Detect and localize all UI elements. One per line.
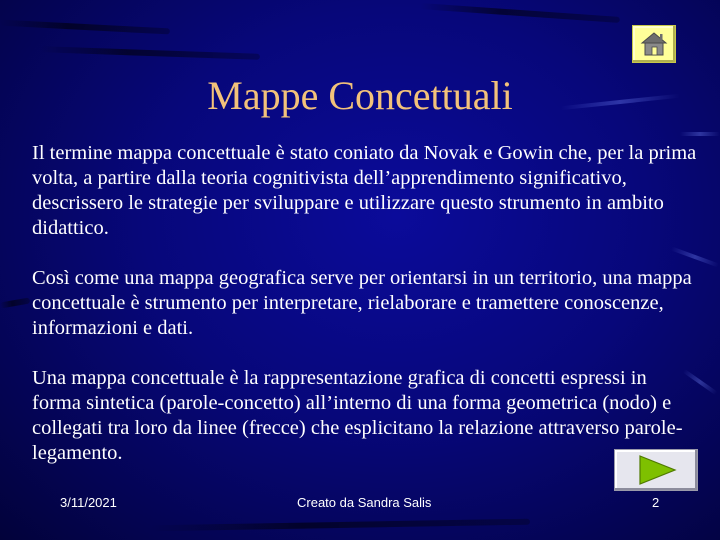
next-slide-button[interactable] xyxy=(614,449,698,491)
background-streak xyxy=(0,297,30,308)
footer-date: 3/11/2021 xyxy=(60,495,117,510)
background-streak xyxy=(0,20,170,35)
paragraph-geography-analogy: Così come una mappa geografica serve per orientarsi in un territorio, una mappa concettuale è strumento per interpretare, rielaborare e tramettere conoscenze, informazioni e dati. xyxy=(32,267,692,339)
paragraph-definition: Una mappa concettuale è la rappresentazione grafica di concetti espressi in forma sintetica (parole-concetto) all’interno di una forma geometrica (nodo) e collegati tra loro da linee (frecce) che esplicitano la relazione attraverso parole-legamento. xyxy=(32,367,683,464)
background-streak xyxy=(40,46,260,60)
slide-title: Mappe Concettuali xyxy=(207,73,513,118)
background-streak xyxy=(420,3,620,23)
home-button[interactable] xyxy=(632,25,676,63)
paragraph-origin: Il termine mappa concettuale è stato coniato da Novak e Gowin che, per la prima volta, a partire dalla teoria cognitivista dell’apprendimento significativo, descrissero le strategie per sviluppare e utilizzare questo strumento in ambito didattico. xyxy=(32,142,697,239)
play-arrow-icon xyxy=(615,450,697,490)
footer-author: Creato da Sandra Salis xyxy=(297,495,432,510)
footer-page-number: 2 xyxy=(652,495,660,510)
house-icon xyxy=(633,26,675,62)
background-streak xyxy=(680,132,720,136)
background-streak xyxy=(150,519,530,532)
background-streak xyxy=(671,247,719,268)
